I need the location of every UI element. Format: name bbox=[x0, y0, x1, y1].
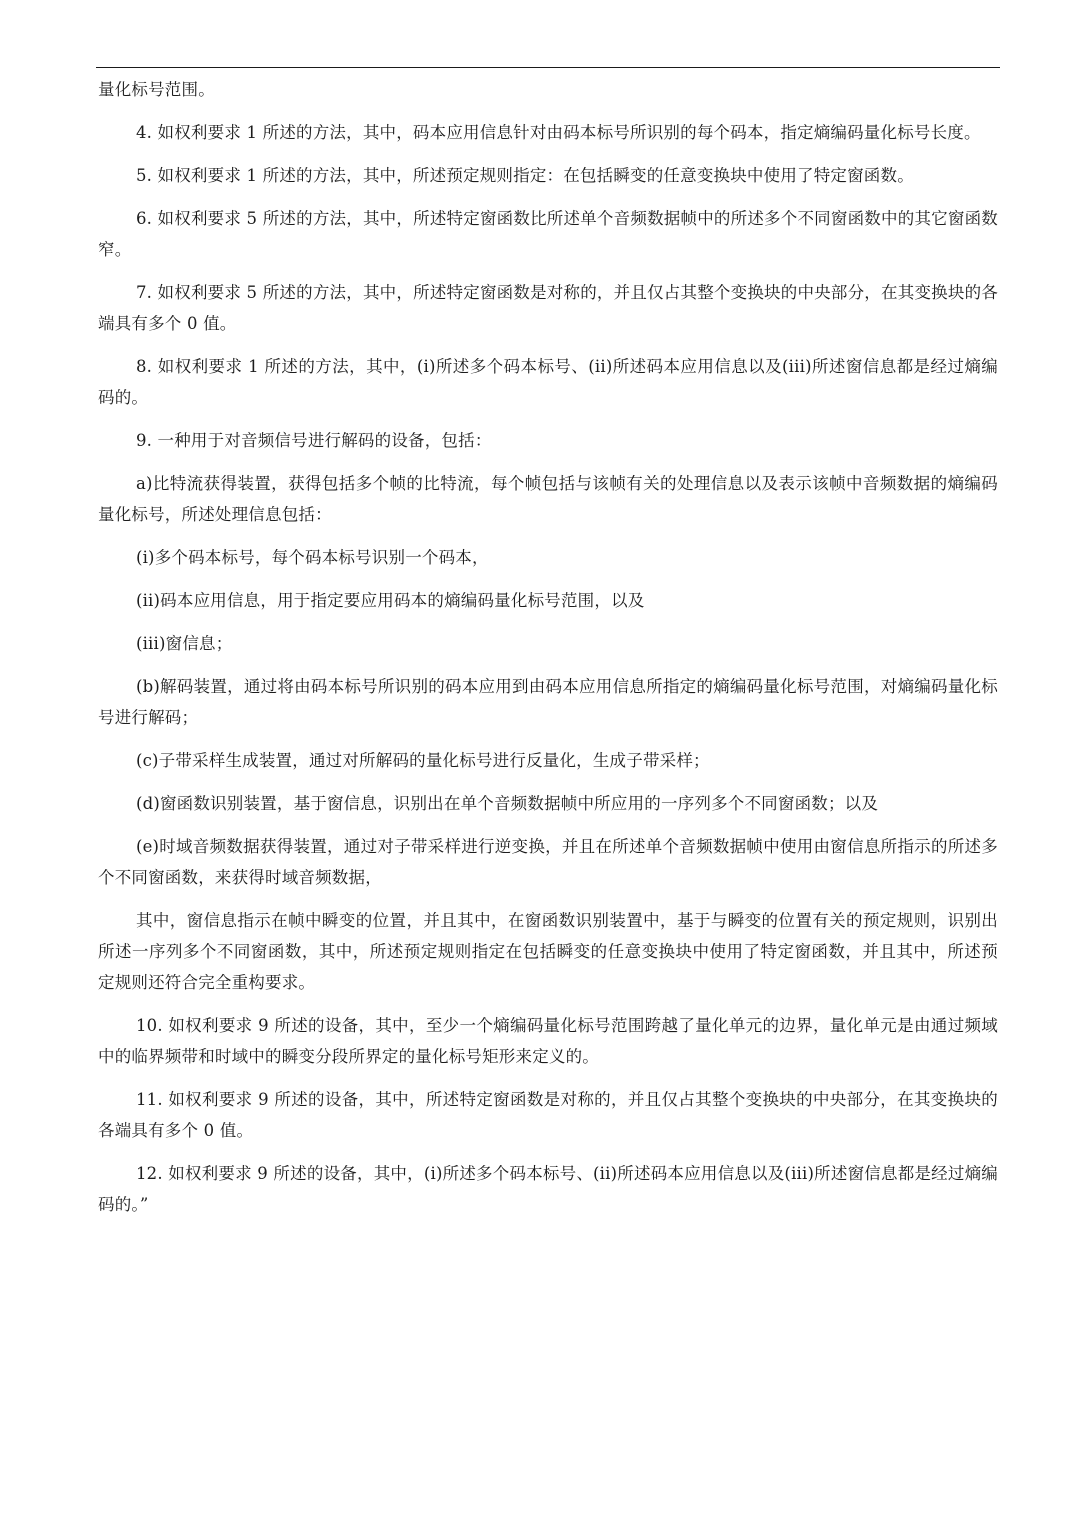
claim-12: 12. 如权利要求 9 所述的设备，其中，(i)所述多个码本标号、(ii)所述码本应用信息以及(iii)所述窗信息都是经过熵编码的。” bbox=[98, 1164, 998, 1214]
claim-9-item-b: (b)解码装置，通过将由码本标号所识别的码本应用到由码本应用信息所指定的熵编码量化标号范围，对熵编码量化标号进行解码； bbox=[98, 677, 998, 727]
document-body bbox=[98, 74, 998, 1232]
claim-9-item-c: (c)子带采样生成装置，通过对所解码的量化标号进行反量化，生成子带采样； bbox=[135, 751, 710, 770]
claim-9-item-e: (e)时域音频数据获得装置，通过对子带采样进行逆变换，并且在所述单个音频数据帧中使用由窗信息所指示的所述多个不同窗函数，来获得时域音频数据， bbox=[98, 837, 998, 887]
claim-6: 6. 如权利要求 5 所述的方法，其中，所述特定窗函数比所述单个音频数据帧中的所述多个不同窗函数中的其它窗函数窄。 bbox=[98, 209, 998, 259]
claim-10: 10. 如权利要求 9 所述的设备，其中，至少一个熵编码量化标号范围跨越了量化单元的边界，量化单元是由通过频域中的临界频带和时域中的瞬变分段所界定的量化标号矩形来定义的。 bbox=[98, 1016, 998, 1066]
claim-11: 11. 如权利要求 9 所述的设备，其中，所述特定窗函数是对称的，并且仅占其整个变换块的中央部分，在其变换块的各端具有多个 0 值。 bbox=[98, 1090, 998, 1140]
claim-9-item-a: a)比特流获得装置，获得包括多个帧的比特流，每个帧包括与该帧有关的处理信息以及表示该帧中音频数据的熵编码量化标号，所述处理信息包括： bbox=[98, 474, 998, 524]
claim-9-item-a-iii: (iii)窗信息； bbox=[135, 634, 233, 653]
claim-9-item-a-ii: (ii)码本应用信息，用于指定要应用码本的熵编码量化标号范围，以及 bbox=[135, 591, 645, 610]
paragraph-continuation: 量化标号范围。 bbox=[98, 80, 215, 99]
claim-9-item-d: (d)窗函数识别装置，基于窗信息，识别出在单个音频数据帧中所应用的一序列多个不同窗函数；以及 bbox=[135, 794, 879, 813]
claim-4: 4. 如权利要求 1 所述的方法，其中，码本应用信息针对由码本标号所识别的每个码本，指定熵编码量化标号长度。 bbox=[135, 123, 981, 142]
claim-9-wherein: 其中，窗信息指示在帧中瞬变的位置，并且其中，在窗函数识别装置中，基于与瞬变的位置有关的预定规则，识别出所述一序列多个不同窗函数，其中，所述预定规则指定在包括瞬变的任意变换块中使用了特定窗函数，并且其中，所述预定规则还符合完全重构要求。 bbox=[98, 911, 998, 992]
claim-7: 7. 如权利要求 5 所述的方法，其中，所述特定窗函数是对称的，并且仅占其整个变换块的中央部分，在其变换块的各端具有多个 0 值。 bbox=[98, 283, 998, 333]
header-rule bbox=[96, 67, 1000, 68]
claim-9-item-a-i: (i)多个码本标号，每个码本标号识别一个码本， bbox=[135, 548, 489, 567]
claim-9: 9. 一种用于对音频信号进行解码的设备，包括： bbox=[135, 431, 492, 450]
claim-8: 8. 如权利要求 1 所述的方法，其中，(i)所述多个码本标号、(ii)所述码本应用信息以及(iii)所述窗信息都是经过熵编码的。 bbox=[98, 357, 998, 407]
claim-5: 5. 如权利要求 1 所述的方法，其中，所述预定规则指定：在包括瞬变的任意变换块中使用了特定窗函数。 bbox=[135, 166, 914, 185]
